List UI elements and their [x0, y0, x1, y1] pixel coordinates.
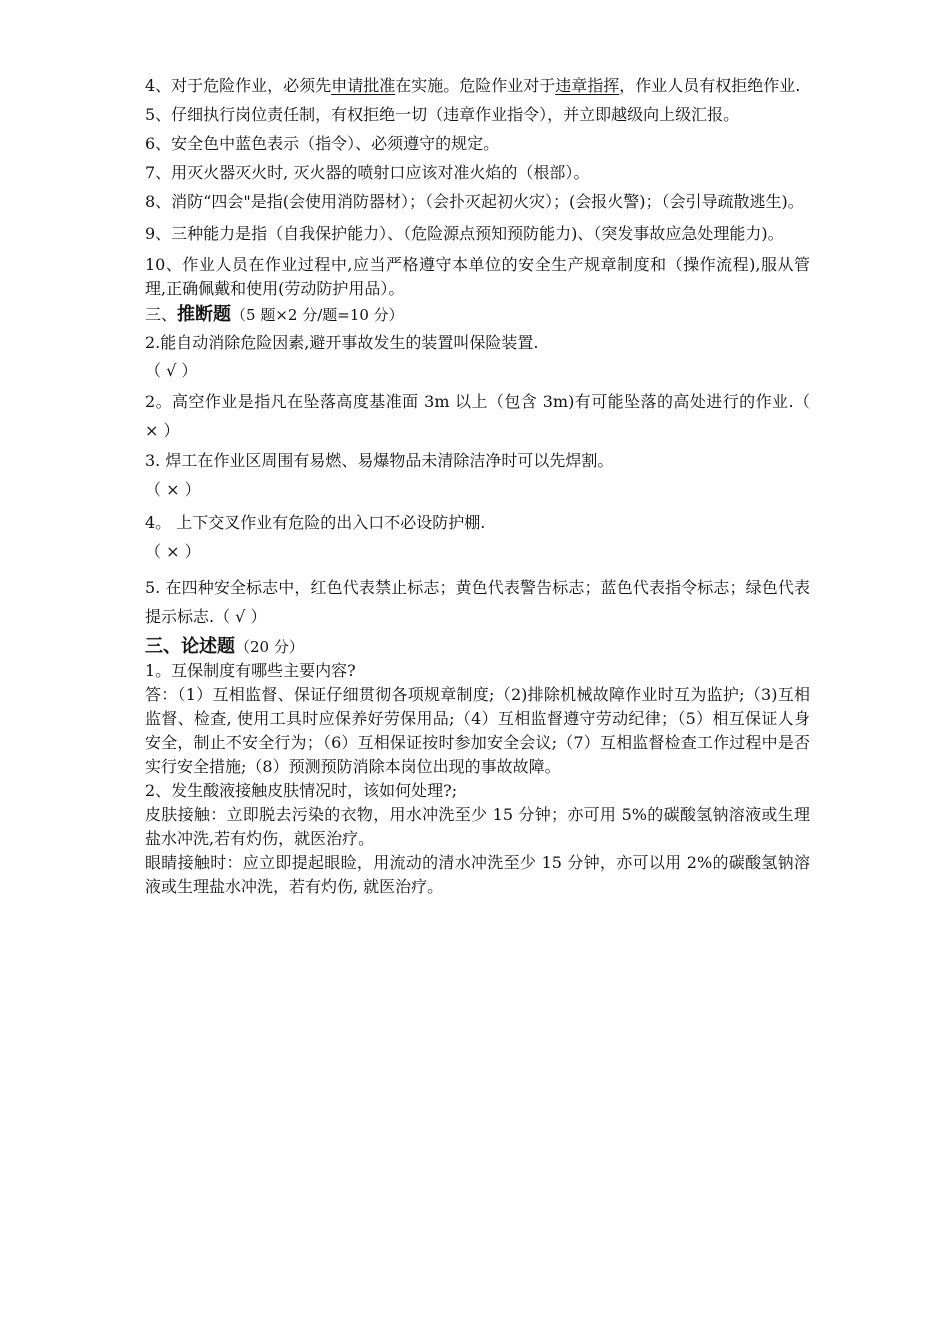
- judge-item-3: 3. 焊工在作业区周围有易燃、易爆物品未清除洁净时可以先焊割。: [145, 451, 614, 470]
- essay-answer-2-eye: 眼睛接触时：应立即提起眼睑，用流动的清水冲洗至少 15 分钟，亦可以用 2%的碳酸氢钠溶液或生理盐水冲洗，若有灼伤, 就医治疗。: [145, 853, 810, 896]
- judge-item-5-text: 5. 在四种安全标志中，红色代表禁止标志；黄色代表警告标志；蓝色代表指令标志；绿色代表提示标志.: [145, 578, 810, 626]
- document-page: [145, 74, 810, 899]
- essay-question-1: 1。互保制度有哪些主要内容?: [145, 661, 356, 680]
- fill-question-4: [145, 74, 810, 98]
- q4-answer-2: 违章指挥: [555, 76, 620, 95]
- judge-answer-2: （ × ）: [145, 392, 810, 440]
- q4-text-c: ，作业人员有权拒绝作业.: [619, 76, 801, 95]
- q4-text-b: 在实施。危险作业对于: [395, 76, 556, 95]
- fill-question-6: 6、安全色中蓝色表示（指令）、必须遵守的规定。: [145, 134, 500, 153]
- judge-title-prefix: 三、: [145, 305, 178, 324]
- judge-answer-1: （ √ ）: [145, 361, 198, 380]
- essay-title-note: （20 分）: [235, 638, 304, 656]
- essay-section-title: [145, 635, 810, 659]
- judge-item-1: 2.能自动消除危险因素,避开事故发生的装置叫保险装置.: [145, 333, 539, 352]
- judge-title-main: 推断题: [177, 304, 232, 325]
- judge-section-title: [145, 303, 810, 327]
- essay-question-2: 2、发生酸液接触皮肤情况时，该如何处理?;: [145, 781, 458, 800]
- judge-answer-3: （ × ）: [145, 480, 201, 499]
- q4-answer-1: 申请批准: [331, 76, 396, 95]
- judge-item-2-text: 2。高空作业是指凡在坠落高度基准面 3m 以上（包含 3m)有可能坠落的高处进行的作业.: [145, 392, 794, 411]
- essay-answer-2-skin: 皮肤接触：立即脱去污染的衣物，用水冲洗至少 15 分钟；亦可用 5%的碳酸氢钠溶液或生理盐水冲洗,若有灼伤，就医治疗。: [145, 805, 810, 848]
- judge-item-2: [145, 387, 810, 445]
- judge-answer-4: （ × ）: [145, 542, 201, 561]
- judge-item-5: [145, 573, 810, 631]
- fill-question-5: 5、仔细执行岗位责任制，有权拒绝一切（违章作业指令），并立即越级向上级汇报。: [145, 105, 740, 124]
- judge-item-4: 4。 上下交叉作业有危险的出入口不必设防护棚.: [145, 513, 486, 532]
- judge-answer-5: （ √ ）: [214, 607, 267, 626]
- fill-question-7: 7、用灭火器灭火时, 灭火器的喷射口应该对准火焰的（根部）。: [145, 163, 590, 182]
- q4-text-a: 4、对于危险作业，必须先: [145, 76, 332, 95]
- essay-answer-1: 答：（1）互相监督、保证仔细贯彻各项规章制度;（2)排除机械故障作业时互为监护;（3)互相监督、检查, 使用工具时应保养好劳保用品;（4）互相监督遵守劳动纪律；（5）相互保证人身安全，制止不安全行为；（6）互相保证按时参加安全会议;（7）互相监督检查工作过程中是否实行安全措施;（8）预测预防消除本岗位出现的事故故障。: [145, 685, 810, 776]
- fill-question-8: 8、消防“四会"是指(会使用消防器材）；（会扑灭起初火灾）；(会报火警)；（会引导疏散逃生)。: [145, 192, 804, 211]
- fill-question-9: 9、三种能力是指（自我保护能力）、（危险源点预知预防能力)、（突发事故应急处理能力)。: [145, 224, 784, 243]
- judge-title-note: （5 题×2 分/题=10 分）: [231, 306, 404, 324]
- essay-title-main: 三、论述题: [145, 636, 235, 657]
- fill-question-10: 10、作业人员在作业过程中,应当严格遵守本单位的安全生产规章制度和（操作流程),服从管理,正确佩戴和使用(劳动防护用品）。: [145, 255, 810, 298]
